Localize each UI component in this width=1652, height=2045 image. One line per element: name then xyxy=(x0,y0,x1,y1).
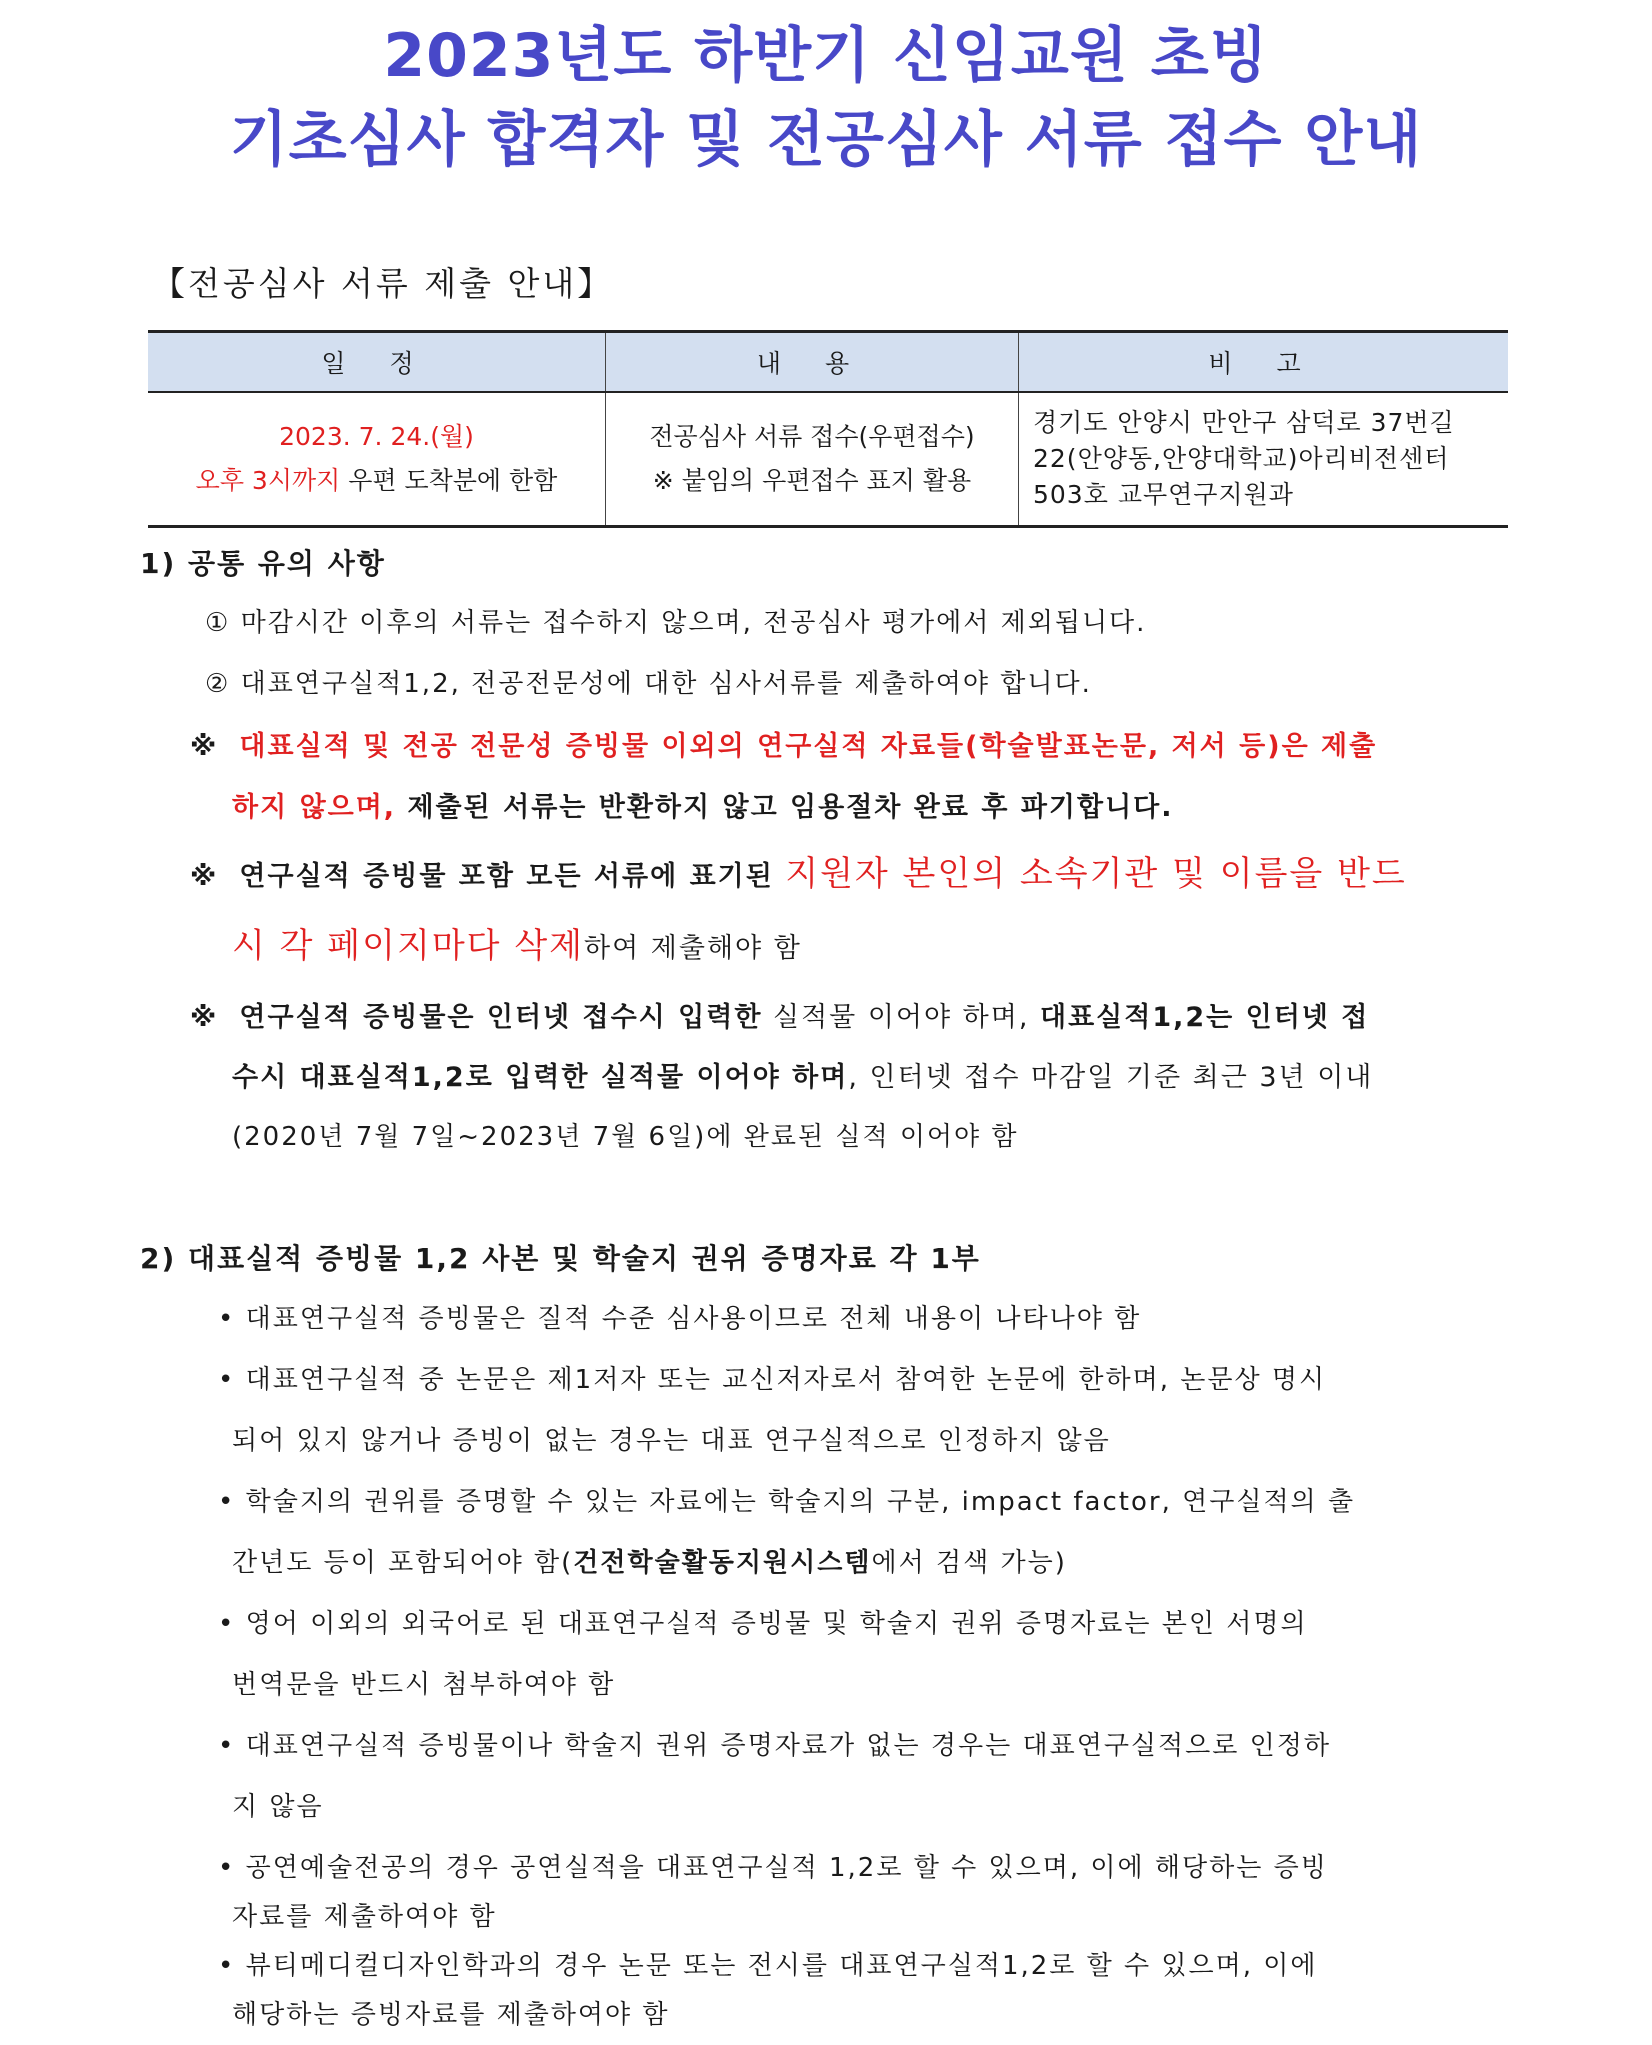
note-line-2: 22(안양동,안양대학교)아리비전센터 xyxy=(1033,444,1450,473)
page-title-line2: 기초심사 합격자 및 전공심사 서류 접수 안내 xyxy=(229,105,1423,175)
note-line-1: 경기도 안양시 만안구 삼덕로 37번길 xyxy=(1033,408,1455,437)
sec2-bullet-6b: 자료를 제출하여야 함 xyxy=(232,1902,497,1932)
sec2-bullet-1: • 대표연구실적 증빙물은 질적 수준 심사용이므로 전체 내용이 나타나야 함 xyxy=(218,1304,1142,1334)
content-cell xyxy=(606,392,1019,527)
sec2-bullet-7b: 해당하는 증빙자료를 제출하여야 함 xyxy=(232,2000,670,2030)
b3b-bold: 건전학술활동지원시스템 xyxy=(573,1548,872,1578)
sec1-note3-line3: (2020년 7월 7일~2023년 7월 6일)에 완료된 실적 이어야 함 xyxy=(232,1122,1019,1152)
sec1-note2-line2 xyxy=(232,918,802,967)
sec2-bullet-5b: 지 않음 xyxy=(232,1792,324,1822)
table-header-row xyxy=(148,332,1508,393)
note-cell xyxy=(1019,392,1509,527)
page-title-line1: 2023년도 하반기 신임교원 초빙 xyxy=(383,21,1269,91)
content-note: ※ 붙임의 우편접수 표지 활용 xyxy=(652,466,972,495)
note1-red-b: 하지 않으며, xyxy=(232,792,397,823)
sec1-note2-line1 xyxy=(190,846,1407,895)
note-mark: ※ xyxy=(190,861,219,892)
b3b-c: 에서 검색 가능) xyxy=(871,1548,1067,1578)
sec2-bullet-3a: • 학술지의 권위를 증명할 수 있는 자료에는 학술지의 구분, impact factor, 연구실적의 출 xyxy=(218,1487,1356,1517)
deadline-time: 오후 3시까지 xyxy=(195,466,341,495)
sec2-bullet-4b: 번역문을 반드시 첨부하여야 함 xyxy=(232,1670,616,1700)
note3-plain-a: 실적물 이어야 하며, xyxy=(762,1002,1040,1033)
note1-rest: 제출된 서류는 반환하지 않고 임용절차 완료 후 파기합니다. xyxy=(396,792,1174,823)
sec2-bullet-4a: • 영어 이외의 외국어로 된 대표연구실적 증빙물 및 학술지 권위 증명자료는 본인 서명의 xyxy=(218,1609,1308,1639)
note1-red-a: 대표실적 및 전공 전문성 증빙물 이외의 연구실적 자료들(학술발표논문, 저서 등)은 제출 xyxy=(239,731,1378,762)
sec1-heading: 1) 공통 유의 사항 xyxy=(140,547,386,580)
sec1-item-1: ① 마감시간 이후의 서류는 접수하지 않으며, 전공심사 평가에서 제외됩니다. xyxy=(205,608,1147,638)
schedule-cell xyxy=(148,392,606,527)
header-note: 비 고 xyxy=(1019,332,1509,393)
sec2-bullet-3b xyxy=(232,1542,1067,1579)
sec1-note3-line2 xyxy=(232,1055,1373,1094)
note-mark: ※ xyxy=(190,1002,219,1033)
sec2-bullet-2a: • 대표연구실적 중 논문은 제1저자 또는 교신저자로서 참여한 논문에 한하며, 논문상 명시 xyxy=(218,1365,1327,1395)
note3-bold-c: 수시 대표실적1,2로 입력한 실적물 이어야 하며 xyxy=(232,1062,849,1093)
note3-bold-b: 대표실적1,2는 인터넷 접 xyxy=(1040,1002,1370,1033)
sec2-heading: 2) 대표실적 증빙물 1,2 사본 및 학술지 권위 증명자료 각 1부 xyxy=(140,1242,981,1275)
schedule-table xyxy=(148,330,1508,528)
sec2-bullet-7a: • 뷰티메디컬디자인학과의 경우 논문 또는 전시를 대표연구실적1,2로 할 수 있으며, 이에 xyxy=(218,1951,1318,1981)
note-line-3: 503호 교무연구지원과 xyxy=(1033,480,1294,509)
table-row xyxy=(148,392,1508,527)
note3-plain-b: , 인터넷 접수 마감일 기준 최근 3년 이내 xyxy=(848,1062,1374,1093)
sec2-bullet-2b: 되어 있지 않거나 증빙이 없는 경우는 대표 연구실적으로 인정하지 않음 xyxy=(232,1426,1111,1456)
b3b-a: 간년도 등이 포함되어야 함( xyxy=(232,1548,574,1578)
schedule-date: 2023. 7. 24.(월) xyxy=(279,422,474,451)
sec1-note1-line2 xyxy=(232,785,1174,824)
sec2-bullet-5a: • 대표연구실적 증빙물이나 학술지 권위 증명자료가 없는 경우는 대표연구실적으로 인정하 xyxy=(218,1731,1332,1761)
schedule-deadline xyxy=(149,459,604,503)
section-heading: 【전공심사 서류 제출 안내】 xyxy=(152,264,614,303)
note-mark: ※ xyxy=(190,731,219,762)
sec1-note1-line1 xyxy=(190,724,1377,763)
note2-rest: 하여 제출해야 함 xyxy=(584,933,802,964)
sec2-bullet-6a: • 공연예술전공의 경우 공연실적을 대표연구실적 1,2로 할 수 있으며, 이에 해당하는 증빙 xyxy=(218,1853,1328,1883)
header-content: 내 용 xyxy=(606,332,1019,393)
note3-bold-a: 연구실적 증빙물은 인터넷 접수시 입력한 xyxy=(239,1002,763,1033)
deadline-rest: 우편 도착분에 한함 xyxy=(340,466,558,495)
sec1-item-2: ② 대표연구실적1,2, 전공전문성에 대한 심사서류를 제출하여야 합니다. xyxy=(205,669,1092,699)
content-main: 전공심사 서류 접수(우편접수) xyxy=(649,422,975,451)
note2-bold: 연구실적 증빙물 포함 모든 서류에 표기된 xyxy=(239,861,786,892)
note2-red-a: 지원자 본인의 소속기관 및 이름을 반드 xyxy=(785,854,1407,894)
header-schedule: 일 정 xyxy=(148,332,606,393)
sec1-note3-line1 xyxy=(190,995,1369,1034)
note2-red-b: 시 각 페이지마다 삭제 xyxy=(232,926,585,966)
